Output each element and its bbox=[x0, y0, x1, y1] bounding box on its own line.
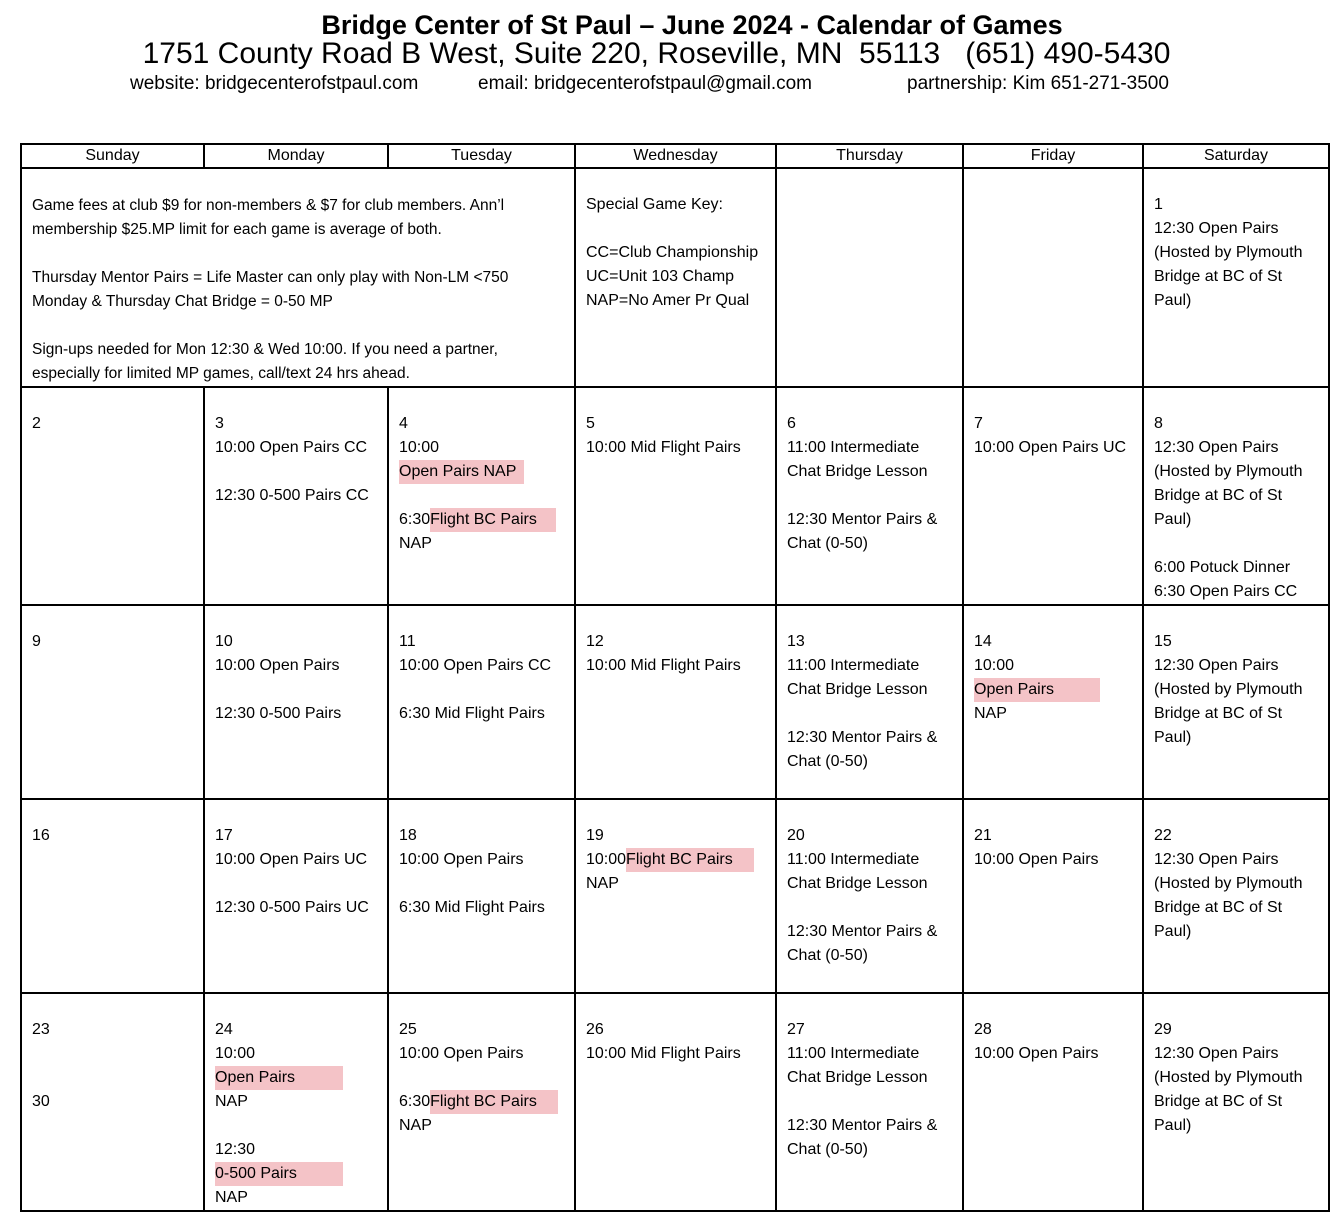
week-row bbox=[21, 993, 1329, 1211]
weekday-header: Tuesday bbox=[388, 144, 575, 168]
day-cell bbox=[963, 799, 1143, 993]
event-suffix: NAP bbox=[399, 1117, 432, 1134]
fees-note-cell bbox=[21, 168, 575, 387]
highlighted-event: 0-500 Pairs bbox=[215, 1162, 343, 1186]
day-8-content: 8 12:30 Open Pairs (Hosted by Plymouth Bridge at BC of St Paul) 6:00 Potuck Dinner 6:30 Open Pairs CC bbox=[1154, 415, 1303, 600]
day-cell bbox=[575, 799, 776, 993]
calendar-table bbox=[20, 143, 1330, 1212]
day-cell bbox=[204, 605, 388, 799]
day-cell bbox=[963, 387, 1143, 605]
week-row bbox=[21, 168, 1329, 387]
event-suffix: NAP bbox=[974, 705, 1007, 722]
day-cell bbox=[575, 387, 776, 605]
week-row bbox=[21, 605, 1329, 799]
event-time: 6:30 bbox=[399, 511, 431, 528]
day-cell bbox=[21, 799, 204, 993]
day-cell bbox=[204, 387, 388, 605]
day-4-content bbox=[389, 388, 574, 556]
day-cell bbox=[204, 993, 388, 1211]
day-17-content: 17 10:00 Open Pairs UC 12:30 0-500 Pairs UC bbox=[215, 827, 369, 916]
day-6-content: 6 11:00 Intermediate Chat Bridge Lesson 12:30 Mentor Pairs & Chat (0-50) bbox=[787, 415, 938, 552]
weekday-header: Friday bbox=[963, 144, 1143, 168]
address-line: 1751 County Road B West, Suite 220, Roseville, MN 55113 (651) 490-5430 bbox=[142, 37, 1171, 70]
highlighted-event: Open Pairs NAP bbox=[399, 460, 524, 484]
day-24-content bbox=[205, 994, 387, 1210]
day-cell bbox=[388, 799, 575, 993]
empty-day-cell bbox=[776, 168, 963, 387]
day-number: 19 bbox=[586, 827, 604, 844]
highlighted-event: Flight BC Pairs bbox=[430, 1090, 558, 1114]
event-line: 10:00 Open Pairs bbox=[399, 1045, 524, 1062]
day-21-content: 21 10:00 Open Pairs bbox=[974, 827, 1099, 868]
day-20-content: 20 11:00 Intermediate Chat Bridge Lesson 12:30 Mentor Pairs & Chat (0-50) bbox=[787, 827, 938, 964]
event-time: 12:30 bbox=[215, 1141, 256, 1158]
day-cell bbox=[776, 993, 963, 1211]
day-cell bbox=[776, 799, 963, 993]
weekday-header-row bbox=[21, 144, 1329, 168]
day-number: 4 bbox=[399, 415, 408, 432]
day-cell bbox=[21, 993, 204, 1211]
day-1-content: 1 12:30 Open Pairs (Hosted by Plymouth Bridge at BC of St Paul) bbox=[1154, 196, 1303, 309]
weekday-header: Sunday bbox=[21, 144, 204, 168]
key-note-cell bbox=[575, 168, 776, 387]
day-28-content: 28 10:00 Open Pairs bbox=[974, 1021, 1099, 1062]
day-15-content: 15 12:30 Open Pairs (Hosted by Plymouth Bridge at BC of St Paul) bbox=[1154, 633, 1303, 746]
day-26-content: 26 10:00 Mid Flight Pairs bbox=[586, 1021, 741, 1062]
day-11-content: 11 10:00 Open Pairs CC 6:30 Mid Flight Pairs bbox=[399, 633, 552, 722]
day-cell bbox=[1143, 605, 1329, 799]
partnership-text: partnership: Kim 651-271-3500 bbox=[907, 73, 1169, 94]
day-cell bbox=[1143, 168, 1329, 387]
event-time: 10:00 bbox=[215, 1045, 256, 1062]
day-cell bbox=[963, 993, 1143, 1211]
day-number: 14 bbox=[974, 633, 992, 650]
day-cell bbox=[388, 387, 575, 605]
week-row bbox=[21, 799, 1329, 993]
day-9-content: 9 bbox=[32, 633, 41, 650]
weekday-header: Saturday bbox=[1143, 144, 1329, 168]
day-12-content: 12 10:00 Mid Flight Pairs bbox=[586, 633, 741, 674]
day-cell bbox=[1143, 387, 1329, 605]
day-2-content: 2 bbox=[32, 415, 41, 432]
day-25-content bbox=[389, 994, 574, 1138]
day-13-content: 13 11:00 Intermediate Chat Bridge Lesson 12:30 Mentor Pairs & Chat (0-50) bbox=[787, 633, 938, 770]
weekday-header: Thursday bbox=[776, 144, 963, 168]
event-time: 10:00 bbox=[974, 657, 1015, 674]
day-cell bbox=[21, 387, 204, 605]
day-cell bbox=[1143, 799, 1329, 993]
day-cell bbox=[21, 605, 204, 799]
event-time: 10:00 bbox=[399, 439, 440, 456]
day-10-content: 10 10:00 Open Pairs 12:30 0-500 Pairs bbox=[215, 633, 342, 722]
day-22-content: 22 12:30 Open Pairs (Hosted by Plymouth Bridge at BC of St Paul) bbox=[1154, 827, 1303, 940]
day-number: 24 bbox=[215, 1021, 233, 1038]
day-27-content: 27 11:00 Intermediate Chat Bridge Lesson 12:30 Mentor Pairs & Chat (0-50) bbox=[787, 1021, 938, 1158]
event-suffix: NAP bbox=[215, 1189, 248, 1206]
event-suffix: NAP bbox=[399, 535, 432, 552]
day-16-content: 16 bbox=[32, 827, 50, 844]
day-3-content: 3 10:00 Open Pairs CC 12:30 0-500 Pairs CC bbox=[215, 415, 369, 504]
day-number: 25 bbox=[399, 1021, 417, 1038]
game-key-note: Special Game Key: CC=Club Championship UC=Unit 103 Champ NAP=No Amer Pr Qual bbox=[586, 196, 759, 309]
day-cell bbox=[1143, 993, 1329, 1211]
day-cell bbox=[963, 605, 1143, 799]
event-suffix: NAP bbox=[215, 1093, 248, 1110]
weekday-header: Monday bbox=[204, 144, 388, 168]
day-7-content: 7 10:00 Open Pairs UC bbox=[974, 415, 1127, 456]
day-cell bbox=[575, 993, 776, 1211]
highlighted-event: Flight BC Pairs bbox=[430, 508, 556, 532]
day-cell bbox=[776, 605, 963, 799]
day-19-content bbox=[576, 800, 775, 896]
day-29-content: 29 12:30 Open Pairs (Hosted by Plymouth Bridge at BC of St Paul) bbox=[1154, 1021, 1303, 1134]
highlighted-event: Open Pairs bbox=[215, 1066, 343, 1090]
fees-note: Game fees at club $9 for non-members & $7 for club members. Ann’l membership $25.MP limit for each game is average of both. Thursday Mentor Pairs = Life Master can only play with Non-LM <750 Monday & Thursday Chat Bridge = 0-50 MP Sign-ups needed for Mon 12:30 & Wed 10:00. If you need a partner, especially for limited MP games, call/text 24 hrs ahead. bbox=[32, 197, 509, 382]
day-23-30-content: 23 30 bbox=[32, 1021, 50, 1110]
event-suffix: NAP bbox=[586, 875, 619, 892]
week-row bbox=[21, 387, 1329, 605]
day-cell bbox=[776, 387, 963, 605]
highlighted-event: Flight BC Pairs bbox=[626, 848, 754, 872]
weekday-header: Wednesday bbox=[575, 144, 776, 168]
day-cell bbox=[575, 605, 776, 799]
day-cell bbox=[388, 605, 575, 799]
day-5-content: 5 10:00 Mid Flight Pairs bbox=[586, 415, 741, 456]
day-cell bbox=[388, 993, 575, 1211]
day-18-content: 18 10:00 Open Pairs 6:30 Mid Flight Pairs bbox=[399, 827, 545, 916]
empty-day-cell bbox=[963, 168, 1143, 387]
event-time: 10:00 bbox=[586, 851, 627, 868]
page-title: Bridge Center of St Paul – June 2024 - Calendar of Games bbox=[321, 10, 1063, 40]
email-text: email: bridgecenterofstpaul@gmail.com bbox=[478, 73, 812, 94]
day-cell bbox=[204, 799, 388, 993]
day-14-content bbox=[964, 606, 1142, 726]
website-text: website: bridgecenterofstpaul.com bbox=[130, 73, 419, 94]
highlighted-event: Open Pairs bbox=[974, 678, 1100, 702]
event-time: 6:30 bbox=[399, 1093, 431, 1110]
